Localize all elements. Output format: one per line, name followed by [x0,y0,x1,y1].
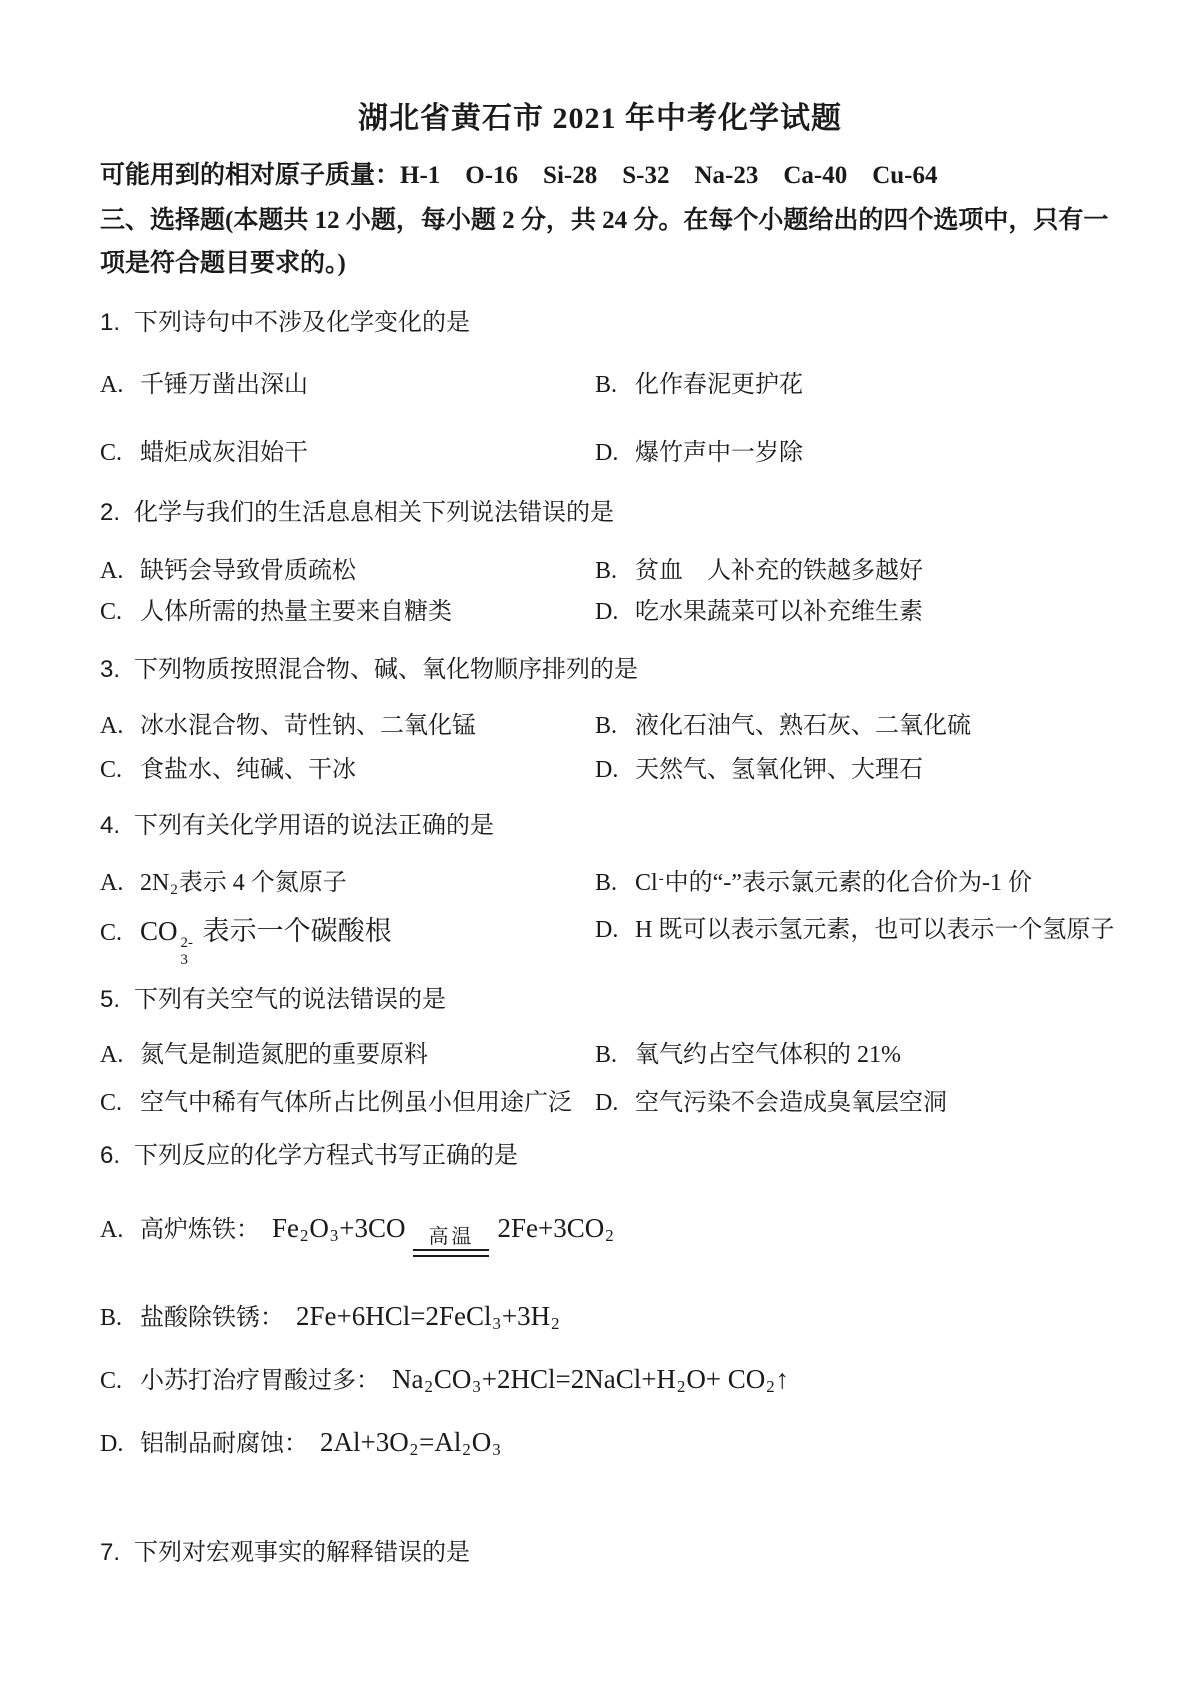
option-label: A. [100,1217,124,1243]
option-label: C. [100,599,123,625]
page-title: 湖北省黄石市 2021 年中考化学试题 [358,102,842,135]
option-c [100,597,580,627]
option-text: 空气污染不会造成臭氧层空洞 [635,1090,947,1116]
option-text: 化作春泥更护花 [635,372,803,398]
option-text: 贫血 人补充的铁越多越好 [635,558,923,584]
option-label: B. [595,558,618,584]
option-prefix: 盐酸除铁锈： [140,1305,284,1331]
question-number: 4. [100,812,121,839]
chemical-equation: $Fe_2O_3+3CO$ 高温 $2Fe+3CO_2$ [272,1213,615,1243]
option-label: D. [595,440,619,466]
option-c [100,1088,580,1118]
option-label: C. [100,1368,123,1394]
option-label: D. [595,1090,619,1116]
option-prefix: 铝制品耐腐蚀： [140,1431,308,1457]
option-a [100,1040,580,1070]
question-number: 3. [100,656,121,683]
option-b [595,1040,1115,1070]
option-label: B. [595,870,618,896]
option-c [100,915,580,968]
question-stem-text: 下列有关化学用语的说法正确的是 [134,813,494,839]
option-label: A. [100,870,124,896]
atomic-masses-label: 可能用到的相对原子质量： [100,162,401,189]
option-text: 冰水混合物、苛性钠、二氧化锰 [140,713,476,739]
option-label: D. [595,599,619,625]
option-a [100,711,580,741]
exam-page: 湖北省黄石市 2021 年中考化学试题 可能用到的相对原子质量：H-1 O-16 Si-28 S-32 Na-23 Ca-40 Cu-64 三、选择题(本题共 12 小题，每小题 2 分，共 24 分。在每个小题给出的四个选项中，只有一 项是符合题目要求的。) 1. 下列诗句中不涉及化学变化的是 A. 千锤万凿出深山 B. 化作春泥更护花 C. 蜡炬成灰泪始干 D. 爆竹声中一岁除 2. 化学与我们的生活息息相关下列说法错误的是 A. 缺钙会导致骨质疏松 B. 贫血 人补充的铁越多越好 C. 人体所需的热量主要来自糖类 D. 吃水果蔬菜可以补充维生素 3. 下列物质按照混合物、碱、氧化物顺序排列的是 A. 冰水混合物、苛性钠、二氧化锰 B. 液化石油气、熟石灰、二氧化硫 C. 食盐水、纯碱、干冰 D. 天然气、氢氧化钾、大理石 4. 下列有关化学用语的说法正确的是 A. $2N_2$表示 4 个氮原子 B. Cl-中的“-”表示氯元素的化合价为-1 价 C. CO 2- 3 表示一个碳酸根 D. H 既可以表示氢元素，也可以表示一个氢原子 5. 下列有关空气的说法错误的是 A. 氮气是制造氮肥的重要原料 B. 氧气约占空气体积的 21% C. 空气中稀有气体所占比例虽小但用途广泛 D. 空气污染不会造成臭氧层空洞 6. 下列反应的化学方程式书写正确的是 A. 高炉炼铁： $Fe_2O_3+3CO$ 高温 $2Fe+3CO_2$ B. 盐酸除铁锈： $2Fe+6HCl=2FeCl_3+3H_2$ C. 小苏打治疗胃酸过多： $Na_2CO_3+2HCl=2NaCl+H_2O+$ $CO_2↑$ D. 铝制品耐腐蚀： $2Al+3O_2=Al_2O_3$ 7. 下列对宏观事实的解释错误的是 [0,0,1200,1698]
option-c [100,438,580,468]
option-text: 缺钙会导致骨质疏松 [140,558,356,584]
option-label: C. [100,757,123,783]
question-number: 7. [100,1539,121,1566]
option-prefix: 小苏打治疗胃酸过多： [140,1368,380,1394]
option-b [595,556,1115,586]
question-number: 6. [100,1142,121,1169]
option-text: 吃水果蔬菜可以补充维生素 [635,599,923,625]
chemical-equation: $2Al+3O_2=Al_2O_3$ [320,1427,501,1460]
option-d [595,915,1115,945]
option-label: D. [595,917,619,943]
option-text: 空气中稀有气体所占比例虽小但用途广泛 [140,1090,572,1116]
option-label: B. [595,713,618,739]
question-stem-text: 下列反应的化学方程式书写正确的是 [134,1143,518,1169]
option-b [595,370,1115,400]
question-number: 1. [100,309,121,336]
question-stem-text: 下列对宏观事实的解释错误的是 [134,1540,470,1566]
question-stem-text: 化学与我们的生活息息相关下列说法错误的是 [134,500,614,526]
option-label: A. [100,713,124,739]
option-label: A. [100,372,124,398]
option-a [100,868,580,899]
chemical-equation: $2Fe+6HCl=2FeCl_3+3H_2$ [296,1301,560,1334]
option-formula: Cl-中的“-”表示氯元素的化合价为-1 价 [635,870,1032,896]
option-d [595,755,1115,785]
question-stem-text: 下列有关空气的说法错误的是 [134,987,446,1013]
option-text: 氮气是制造氮肥的重要原料 [140,1042,428,1068]
atomic-masses-values: H-1 O-16 Si-28 S-32 Na-23 Ca-40 Cu-64 [400,162,938,189]
option-label: B. [595,1042,618,1068]
option-label: D. [100,1431,124,1457]
option-text: 食盐水、纯碱、干冰 [140,757,356,783]
question-stem-text: 下列物质按照混合物、碱、氧化物顺序排列的是 [134,657,638,683]
option-b [595,711,1115,741]
option-d [595,1088,1115,1118]
option-text: 爆竹声中一岁除 [635,440,803,466]
option-prefix: 高炉炼铁： [140,1217,260,1243]
option-d [595,597,1115,627]
option-text: 天然气、氢氧化钾、大理石 [635,757,923,783]
option-formula: H 既可以表示氢元素，也可以表示一个氢原子 [635,917,1115,943]
option-text: 千锤万凿出深山 [140,372,308,398]
option-d [595,438,1115,468]
question-number: 2. [100,499,121,526]
option-a [100,556,580,586]
option-text: 氧气约占空气体积的 21% [635,1042,901,1068]
option-label: B. [595,372,618,398]
option-text: 液化石油气、熟石灰、二氧化硫 [635,713,971,739]
option-label: C. [100,920,123,946]
option-label: B. [100,1305,123,1331]
option-label: A. [100,558,124,584]
option-b [595,868,1115,898]
reaction-condition: 高温 [413,1226,489,1257]
option-label: A. [100,1042,124,1068]
option-label: C. [100,440,123,466]
option-c [100,755,580,785]
option-text: 蜡炬成灰泪始干 [140,440,308,466]
option-label: D. [595,757,619,783]
option-formula: $2N_2$表示 4 个氮原子 [140,870,347,898]
option-a [100,370,580,400]
question-stem-text: 下列诗句中不涉及化学变化的是 [134,310,470,336]
option-label: C. [100,1090,123,1116]
option-text: 人体所需的热量主要来自糖类 [140,599,452,625]
question-number: 5. [100,986,121,1013]
chemical-equation: $Na_2CO_3+2HCl=2NaCl+H_2O+$ $CO_2↑$ [392,1364,790,1397]
option-formula: CO 2- 3 表示一个碳酸根 [140,916,392,968]
